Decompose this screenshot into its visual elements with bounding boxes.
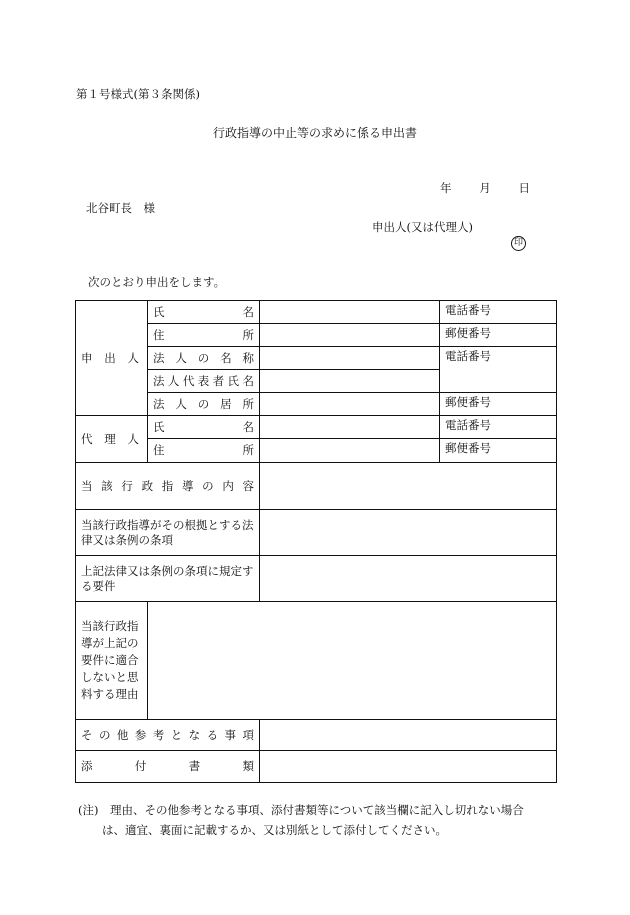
applicant-group-label: 申 出 人 <box>76 301 148 416</box>
date-line <box>440 180 530 196</box>
applicant-phone-field[interactable] <box>440 301 557 324</box>
legal-basis-label: 当該行政指導がその根拠とする法律又は条例の条項 <box>76 510 260 556</box>
guidance-content-label: 当 該 行 政 指 導 の 内 容 <box>76 463 260 510</box>
applicant-address-field[interactable] <box>260 324 440 347</box>
corp-address-field[interactable] <box>260 393 440 416</box>
agent-group-label: 代 理 人 <box>76 416 148 463</box>
other-label: そ の 他 参 考 と な る 事 項 <box>76 720 260 751</box>
applicant-name-field[interactable] <box>260 301 440 324</box>
agent-address-label: 住 所 <box>148 439 260 463</box>
postal-label: 郵便番号 <box>445 326 491 340</box>
addressee: 北谷町長 様 <box>86 201 155 215</box>
corp-address-label: 法 人 の 居 所 <box>148 393 260 416</box>
agent-phone-field[interactable] <box>440 416 557 439</box>
requirements-field[interactable] <box>260 556 557 602</box>
seal-mark: 印 <box>511 236 526 251</box>
corp-name-field[interactable] <box>260 347 440 370</box>
footnote-line-1: (注) 理由、その他参考となる事項、添付書類等について該当欄に記入し切れない場合 <box>78 803 524 817</box>
phone-label: 電話番号 <box>445 418 491 432</box>
footnote-line-2: は、適宜、裏面に記載するか、又は別紙として添付してください。 <box>102 823 447 837</box>
corp-name-label: 法 人 の 名 称 <box>148 347 260 370</box>
intro-text: 次のとおり申出をします。 <box>88 275 226 289</box>
agent-postal-field[interactable] <box>440 439 557 463</box>
footnote <box>78 800 524 840</box>
corp-rep-label: 法 人 代 表 者 氏 名 <box>148 370 260 393</box>
attachments-label: 添 付 書 類 <box>76 751 260 783</box>
date-month: 月 <box>479 181 491 195</box>
legal-basis-field[interactable] <box>260 510 557 556</box>
guidance-content-field[interactable] <box>260 463 557 510</box>
applicant-signature-label: 申出人(又は代理人) <box>372 220 473 234</box>
corp-rep-field[interactable] <box>260 370 440 393</box>
applicant-name-label: 氏 名 <box>148 301 260 324</box>
agent-name-label: 氏 名 <box>148 416 260 439</box>
agent-address-field[interactable] <box>260 439 440 463</box>
requirements-label: 上記法律又は条例の条項に規定する要件 <box>76 556 260 602</box>
postal-label: 郵便番号 <box>445 441 491 455</box>
applicant-postal-field[interactable] <box>440 324 557 347</box>
form-number: 第１号様式(第３条関係) <box>76 87 200 101</box>
corp-phone-field[interactable] <box>440 347 557 393</box>
reason-label <box>76 602 148 720</box>
other-field[interactable] <box>260 720 557 751</box>
reason-field[interactable] <box>148 602 557 720</box>
agent-name-field[interactable] <box>260 416 440 439</box>
phone-label: 電話番号 <box>445 303 491 317</box>
reason-label-text: 当該行政指導が上記の要件に適合しないと思料する理由 <box>81 619 139 701</box>
corp-postal-field[interactable] <box>440 393 557 416</box>
attachments-field[interactable] <box>260 751 557 783</box>
application-form-table <box>75 300 557 783</box>
date-year: 年 <box>440 181 452 195</box>
date-day: 日 <box>518 181 530 195</box>
document-title: 行政指導の中止等の求めに係る申出書 <box>212 126 417 140</box>
postal-label: 郵便番号 <box>445 395 491 409</box>
applicant-address-label: 住 所 <box>148 324 260 347</box>
phone-label: 電話番号 <box>445 349 491 363</box>
